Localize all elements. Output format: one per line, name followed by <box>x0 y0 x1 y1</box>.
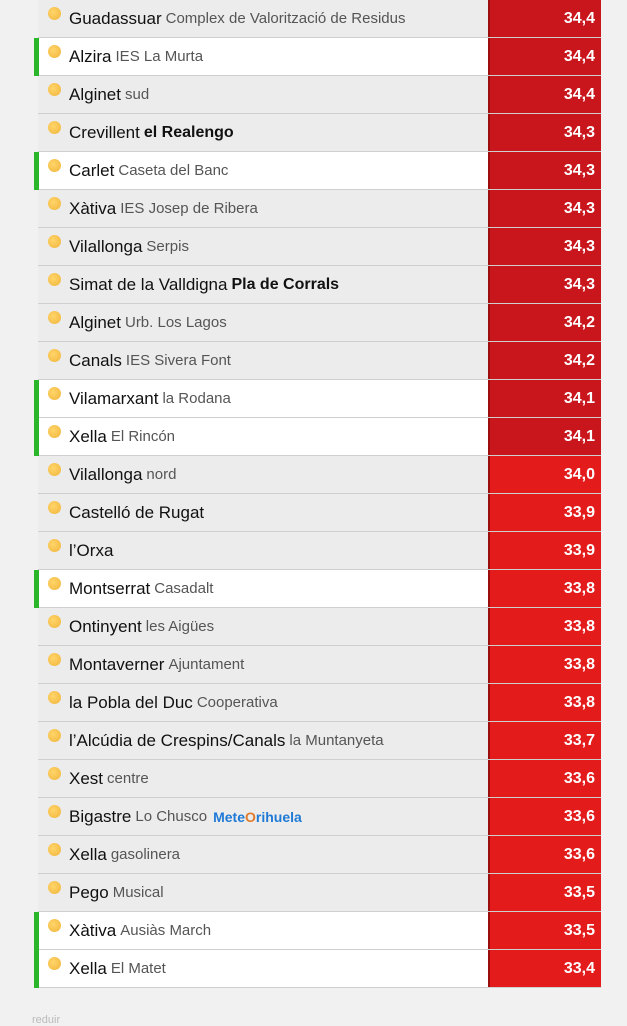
town-name: l’Alcúdia de Crespins/Canals <box>69 730 286 750</box>
temperature-value: 34,2 <box>488 342 601 379</box>
station-cell <box>38 418 488 455</box>
temperature-value: 34,1 <box>488 418 601 455</box>
station-cell <box>38 950 488 987</box>
sun-icon <box>48 729 61 742</box>
town-name: Alginet <box>69 312 121 332</box>
town-name: Xella <box>69 844 107 864</box>
station-cell <box>38 874 488 911</box>
station-name: El Rincón <box>110 428 176 445</box>
town-name: Vilallonga <box>69 464 143 484</box>
table-row[interactable] <box>38 912 601 950</box>
sun-icon <box>48 463 61 476</box>
table-row[interactable] <box>38 38 601 76</box>
station-name: Casadalt <box>154 580 214 597</box>
temperature-value: 33,6 <box>488 760 601 797</box>
station-name: Urb. Los Lagos <box>124 314 227 331</box>
table-row[interactable] <box>38 798 601 836</box>
sun-icon <box>48 919 61 932</box>
logo-text-b: O <box>245 808 256 825</box>
table-row[interactable] <box>38 950 601 988</box>
station-cell <box>38 304 488 341</box>
table-row[interactable] <box>38 76 601 114</box>
sun-icon <box>48 197 61 210</box>
town-name: Xàtiva <box>69 920 117 940</box>
town-name: la Pobla del Duc <box>69 692 193 712</box>
station-name: El Matet <box>110 960 166 977</box>
sun-icon <box>48 45 61 58</box>
station-cell <box>38 798 488 835</box>
town-name: Xella <box>69 958 107 978</box>
station-cell <box>38 0 488 37</box>
temperature-value: 34,2 <box>488 304 601 341</box>
temperature-value: 34,1 <box>488 380 601 417</box>
town-name: Vilamarxant <box>69 388 159 408</box>
station-cell <box>38 380 488 417</box>
station-cell <box>38 266 488 303</box>
sun-icon <box>48 539 61 552</box>
station-name: Lo Chusco <box>135 808 208 825</box>
station-cell <box>38 152 488 189</box>
logo-text-c: rihuela <box>255 808 302 825</box>
table-row[interactable] <box>38 114 601 152</box>
table-row[interactable] <box>38 570 601 608</box>
station-name: la Muntanyeta <box>289 732 384 749</box>
table-row[interactable] <box>38 722 601 760</box>
table-row[interactable] <box>38 456 601 494</box>
station-name: nord <box>146 466 177 483</box>
temperature-value: 34,3 <box>488 114 601 151</box>
town-name: Montaverner <box>69 654 165 674</box>
town-name: Alzira <box>69 46 112 66</box>
town-name: Xest <box>69 768 104 788</box>
temperature-value: 33,8 <box>488 608 601 645</box>
town-name: Xella <box>69 426 107 446</box>
sun-icon <box>48 805 61 818</box>
sun-icon <box>48 83 61 96</box>
table-row[interactable] <box>38 418 601 456</box>
sun-icon <box>48 957 61 970</box>
table-row[interactable] <box>38 532 601 570</box>
temperature-value: 33,4 <box>488 950 601 987</box>
table-row[interactable] <box>38 608 601 646</box>
station-name: Musical <box>112 884 164 901</box>
temperature-value: 34,3 <box>488 152 601 189</box>
town-name: l’Orxa <box>69 540 114 560</box>
temperature-value: 34,3 <box>488 228 601 265</box>
station-cell <box>38 38 488 75</box>
sun-icon <box>48 653 61 666</box>
station-name: IES Josep de Ribera <box>120 200 258 217</box>
table-row[interactable] <box>38 380 601 418</box>
town-name: Alginet <box>69 84 121 104</box>
table-row[interactable] <box>38 152 601 190</box>
table-row[interactable] <box>38 494 601 532</box>
station-cell <box>38 570 488 607</box>
sun-icon <box>48 273 61 286</box>
town-name: Castelló de Rugat <box>69 502 205 522</box>
temperature-value: 33,8 <box>488 684 601 721</box>
town-name: Crevillent <box>69 122 140 142</box>
station-name: sud <box>124 86 150 103</box>
town-name: Canals <box>69 350 122 370</box>
temperature-value: 34,3 <box>488 266 601 303</box>
temperature-value: 33,8 <box>488 570 601 607</box>
station-name: la Rodana <box>162 390 231 407</box>
sun-icon <box>48 881 61 894</box>
station-cell <box>38 342 488 379</box>
sun-icon <box>48 7 61 20</box>
station-name: Serpis <box>146 238 189 255</box>
temperature-value: 33,5 <box>488 912 601 949</box>
temperature-table <box>38 0 601 988</box>
sun-icon <box>48 843 61 856</box>
sun-icon <box>48 691 61 704</box>
table-row[interactable] <box>38 836 601 874</box>
sun-icon <box>48 767 61 780</box>
sun-icon <box>48 235 61 248</box>
station-name: IES La Murta <box>115 48 204 65</box>
sun-icon <box>48 349 61 362</box>
table-row[interactable] <box>38 190 601 228</box>
table-row[interactable] <box>38 874 601 912</box>
sun-icon <box>48 121 61 134</box>
table-row[interactable] <box>38 760 601 798</box>
town-name: Pego <box>69 882 109 902</box>
station-name: Cooperativa <box>196 694 278 711</box>
station-cell <box>38 114 488 151</box>
station-name: IES Sivera Font <box>125 352 231 369</box>
temperature-value: 33,8 <box>488 646 601 683</box>
meteorihuela-logo <box>213 809 302 825</box>
temperature-value: 33,7 <box>488 722 601 759</box>
sun-icon <box>48 425 61 438</box>
station-name: Pla de Corrals <box>231 275 340 293</box>
temperature-value: 33,9 <box>488 532 601 569</box>
temperature-value: 33,9 <box>488 494 601 531</box>
sun-icon <box>48 615 61 628</box>
station-cell <box>38 228 488 265</box>
station-name: centre <box>107 770 149 787</box>
sun-icon <box>48 501 61 514</box>
town-name: Montserrat <box>69 578 151 598</box>
station-name: Ajuntament <box>168 656 245 673</box>
sun-icon <box>48 387 61 400</box>
town-name: Guadassuar <box>69 8 162 28</box>
station-cell <box>38 912 488 949</box>
town-name: Carlet <box>69 160 115 180</box>
station-name: Caseta del Banc <box>118 162 229 179</box>
temperature-value: 33,6 <box>488 798 601 835</box>
temperature-value: 33,6 <box>488 836 601 873</box>
table-row[interactable] <box>38 684 601 722</box>
table-row[interactable] <box>38 228 601 266</box>
station-cell <box>38 532 488 569</box>
station-name: el Realengo <box>143 123 234 141</box>
temperature-value: 34,4 <box>488 0 601 37</box>
station-cell <box>38 836 488 873</box>
town-name: Simat de la Valldigna <box>69 274 228 294</box>
town-name: Bigastre <box>69 806 132 826</box>
station-cell <box>38 722 488 759</box>
station-cell <box>38 760 488 797</box>
station-cell <box>38 76 488 113</box>
table-row[interactable] <box>38 0 601 38</box>
sun-icon <box>48 159 61 172</box>
collapse-link[interactable]: reduir <box>32 1014 61 1026</box>
table-row[interactable] <box>38 304 601 342</box>
station-name: Ausiàs March <box>120 922 212 939</box>
logo-text-a: Mete <box>213 808 245 825</box>
temperature-value: 34,0 <box>488 456 601 493</box>
station-cell <box>38 456 488 493</box>
station-cell <box>38 190 488 227</box>
station-cell <box>38 494 488 531</box>
station-cell <box>38 684 488 721</box>
town-name: Vilallonga <box>69 236 143 256</box>
town-name: Ontinyent <box>69 616 142 636</box>
town-name: Xàtiva <box>69 198 117 218</box>
sun-icon <box>48 311 61 324</box>
table-row[interactable] <box>38 646 601 684</box>
station-name: gasolinera <box>110 846 181 863</box>
station-name: les Aigües <box>145 618 215 635</box>
temperature-value: 34,4 <box>488 38 601 75</box>
temperature-value: 33,5 <box>488 874 601 911</box>
sun-icon <box>48 577 61 590</box>
temperature-value: 34,4 <box>488 76 601 113</box>
station-cell <box>38 608 488 645</box>
station-name: Complex de Valorització de Residus <box>165 10 406 27</box>
temperature-value: 34,3 <box>488 190 601 227</box>
table-row[interactable] <box>38 342 601 380</box>
table-row[interactable] <box>38 266 601 304</box>
station-cell <box>38 646 488 683</box>
